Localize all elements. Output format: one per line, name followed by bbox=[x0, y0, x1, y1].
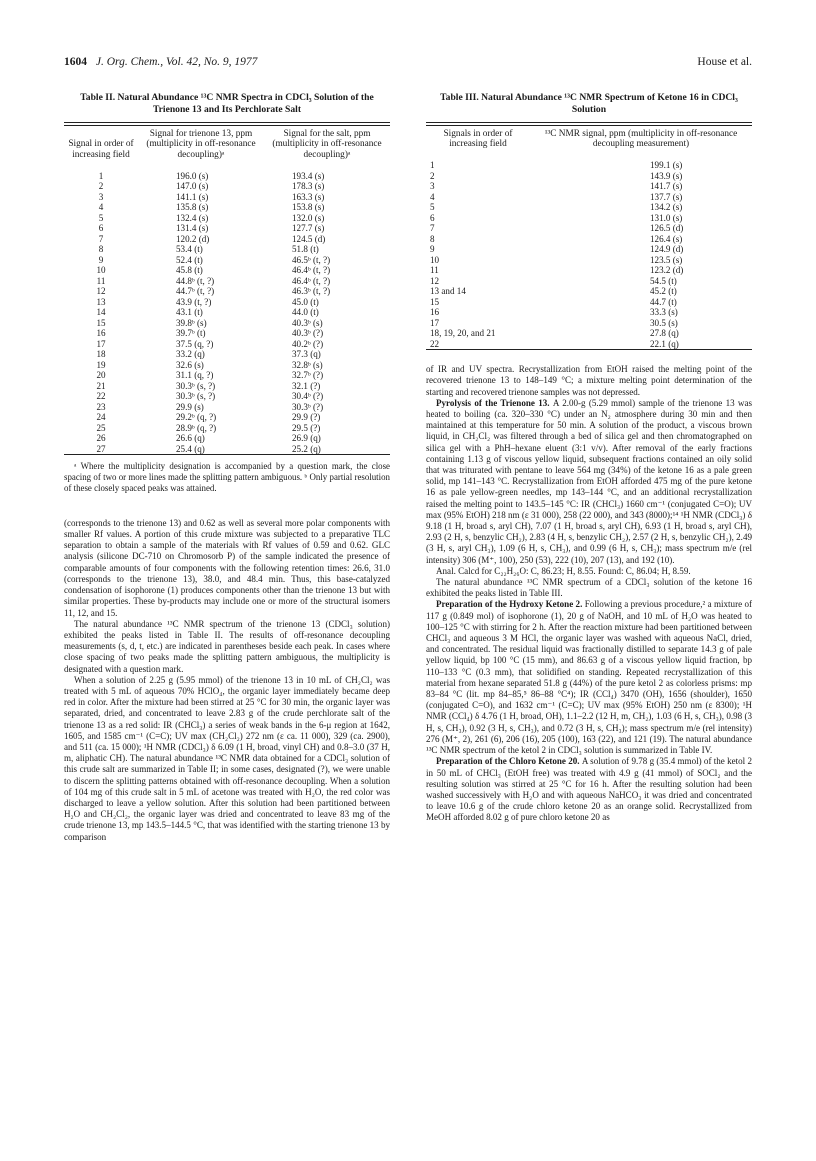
table-row bbox=[64, 412, 390, 423]
table-row bbox=[64, 223, 390, 234]
trienone-signal-cell: 196.0 (s) bbox=[176, 170, 209, 181]
signal-order-cell: 24 bbox=[96, 412, 106, 423]
signal-order-cell: 23 bbox=[96, 401, 106, 412]
signal-order-cell: 19 bbox=[96, 359, 106, 370]
table-row bbox=[64, 255, 390, 266]
signal-order-cell: 21 bbox=[96, 380, 106, 391]
signal-order-cell: 14 bbox=[96, 307, 106, 318]
salt-signal-cell: 40.3ᵇ (s) bbox=[292, 317, 323, 328]
salt-signal-cell: 30.3ᵇ (?) bbox=[292, 401, 324, 412]
signal-order-cell: 1 bbox=[98, 170, 104, 181]
right-body-text bbox=[426, 364, 752, 823]
table2 bbox=[64, 126, 390, 455]
signal-order-cell: 15 bbox=[96, 317, 106, 328]
signal-order-cell: 16 bbox=[96, 328, 106, 339]
signal-order-cell: 18, 19, 20, and 21 bbox=[430, 328, 496, 339]
ketone-signal-cell: 44.7 (t) bbox=[650, 296, 677, 307]
table-row bbox=[426, 223, 752, 234]
salt-signal-cell: 29.5 (?) bbox=[292, 422, 321, 433]
table2-header-cell: Signal in order of increasing field bbox=[68, 139, 134, 161]
trienone-signal-cell: 45.8 (t) bbox=[176, 265, 203, 276]
signal-order-cell: 10 bbox=[96, 265, 106, 276]
signal-order-cell: 10 bbox=[430, 254, 440, 265]
table-row bbox=[426, 297, 752, 308]
salt-signal-cell: 32.8ᵇ (s) bbox=[292, 359, 323, 370]
body-paragraph: (corresponds to the trienone 13) and 0.62 as well as several more polar components with smaller Rf values. A portion of this crude mixture was subjected to a preparative TLC separation to obtain a sample of the materials with Rf values of 0.59 and 0.62. GLC analysis (silicone DC-710 on Chromosorb P) of the sample indicated the presence of comparable amounts of four components with the following retention times: 26.6, 31.0 (corresponds to the trienone 13), 38.0, and 48.4 min. Thus, this base-catalyzed condensation of isophorone (1) produces components other than the trienone 13 but with similar properties. These by-products may include one or more of the structural isomers 11, 12, and 15. bbox=[64, 517, 390, 618]
salt-signal-cell: 29.9 (?) bbox=[292, 412, 321, 423]
trienone-signal-cell: 28.9ᵇ (q, ?) bbox=[176, 422, 217, 433]
signal-order-cell: 11 bbox=[96, 275, 106, 286]
signal-order-cell: 13 bbox=[96, 296, 106, 307]
trienone-signal-cell: 132.4 (s) bbox=[176, 212, 209, 223]
signal-order-cell: 8 bbox=[98, 244, 104, 255]
trienone-signal-cell: 135.8 (s) bbox=[176, 202, 209, 213]
table3-header-row bbox=[426, 126, 752, 155]
signal-order-cell: 16 bbox=[430, 307, 440, 318]
signal-order-cell: 18 bbox=[96, 349, 106, 360]
signal-order-cell: 26 bbox=[96, 433, 106, 444]
table-row bbox=[64, 202, 390, 213]
ketone-signal-cell: 54.5 (t) bbox=[650, 275, 677, 286]
section-heading: Preparation of the Chloro Ketone 20. bbox=[436, 756, 582, 767]
signal-order-cell: 3 bbox=[98, 191, 104, 202]
table-row bbox=[64, 423, 390, 434]
signal-order-cell: 6 bbox=[430, 212, 435, 223]
table-row bbox=[426, 181, 752, 192]
table-row bbox=[64, 234, 390, 245]
signal-order-cell: 8 bbox=[430, 233, 435, 244]
signal-order-cell: 22 bbox=[96, 391, 106, 402]
ketone-signal-cell: 123.5 (s) bbox=[650, 254, 683, 265]
trienone-signal-cell: 131.4 (s) bbox=[176, 223, 209, 234]
ketone-signal-cell: 124.9 (d) bbox=[650, 244, 684, 255]
salt-signal-cell: 32.7ᵇ (?) bbox=[292, 370, 324, 381]
ketone-signal-cell: 30.5 (s) bbox=[650, 317, 678, 328]
signal-order-cell: 6 bbox=[98, 223, 104, 234]
table-row bbox=[426, 213, 752, 224]
body-paragraph: Pyrolysis of the Trienone 13. A 2.00-g (5.29 mmol) sample of the trienone 13 was heated to boiling (ca. 320–330 °C) under an N₂ atmosphere during 30 min and then maintained at this temperature for 50 min. A solution of the product, a viscous brown liquid, in CH₂Cl₂ was filtered through a bed of silica gel and then chromatographed on silica gel with a PhH–hexane eluent (3:1 v/v). After removal of the early fractions containing 1.13 g of viscous yellow liquid, subsequent fractions contained an oily solid that was triturated with pentane to leave 564 mg (34%) of the ketone 16 as a pale green solid, mp 141–143 °C. Recrystallization from EtOH afforded 475 mg of the pure ketone 16 as pale yellow-green needles, mp 143–144 °C, and an additional recrystallization raised the melting point to 143.5–145 °C: IR (CHCl₃) 1660 cm⁻¹ (conjugated C=O); UV max (95% EtOH) 218 nm (ε 31 000), 258 (22 000), and 343 (8000);¹⁴ ¹H NMR (CDCl₃) δ 9.18 (1 H, broad s, aryl CH), 7.07 (1 H, broad s, aryl CH), 6.93 (1 H, broad s, aryl CH), 2.93 (2 H, s, benzylic CH₂), 2.83 (4 H, s, benzylic CH₂), 2.57 (2 H, s, benzylic CH₂), 2.49 (3 H, s, aryl CH₃), 1.09 (6 H, s, CH₃), and 0.99 (6 H, s, CH₃); mass spectrum m/e (rel intensity) 306 (M⁺, 100), 250 (53), 222 (10), 207 (13), and 192 (10). bbox=[426, 397, 753, 565]
authors: House et al. bbox=[697, 56, 752, 68]
table2-header-row bbox=[64, 126, 390, 165]
ketone-signal-cell: 131.0 (s) bbox=[650, 212, 683, 223]
signal-order-cell: 9 bbox=[430, 244, 435, 255]
signal-order-cell: 25 bbox=[96, 422, 106, 433]
salt-signal-cell: 163.3 (s) bbox=[292, 191, 325, 202]
trienone-signal-cell: 31.1 (q, ?) bbox=[176, 370, 214, 381]
table2-bottom-rule bbox=[64, 454, 390, 455]
trienone-signal-cell: 33.2 (q) bbox=[176, 349, 205, 360]
signal-order-cell: 12 bbox=[430, 275, 440, 286]
body-paragraph: When a solution of 2.25 g (5.95 mmol) of the trienone 13 in 10 mL of CH₂Cl₂ was treated with 5 mL of aqueous 70% HClO₄, the organic layer immediately became deep red in color. After the mixture had been stirred at 25 °C for 30 min, the organic layer was separated, dried, and concentrated to leave 2.83 g of the crude perchlorate salt of the trienone 13 as a red solid: IR (CHCl₃) a series of weak bands in the 6-μ region at 1642, 1605, and 1585 cm⁻¹ (C=C); UV max (CH₂Cl₂) 272 nm (ε ca. 11 000), 329 (ca. 2900), and 511 (ca. 15 000); ¹H NMR (CDCl₃) δ 6.09 (1 H, broad, vinyl CH) and 0.8–3.0 (37 H, m, aliphatic CH). The natural abundance ¹³C NMR data obtained for a CDCl₃ solution of this crude salt are summarized in Table II; in some cases, designated (?), we were unable to discern the splitting patterns obtained with off-resonance decoupling. When a solution of 104 mg of this crude salt in 5 mL of acetone was treated with H₂O, the red color was discharged to leave a yellow solution. After this solution had been partitioned between H₂O and CH₂Cl₂, the organic layer was dried and concentrated to leave 83 mg of the crude trienone 13, mp 143.5–144.5 °C, that was identified with the starting trienone 13 by comparison bbox=[64, 674, 390, 842]
signal-order-cell: 5 bbox=[430, 202, 435, 213]
salt-signal-cell: 40.2ᵇ (?) bbox=[292, 338, 324, 349]
trienone-signal-cell: 29.9 (s) bbox=[176, 401, 204, 412]
signal-order-cell: 1 bbox=[430, 160, 435, 171]
salt-signal-cell: 51.8 (t) bbox=[292, 244, 319, 255]
salt-signal-cell: 153.8 (s) bbox=[292, 202, 325, 213]
trienone-signal-cell: 25.4 (q) bbox=[176, 443, 205, 454]
salt-signal-cell: 25.2 (q) bbox=[292, 443, 321, 454]
ketone-signal-cell: 143.9 (s) bbox=[650, 170, 683, 181]
signal-order-cell: 11 bbox=[430, 265, 439, 276]
table3-body bbox=[426, 154, 752, 349]
trienone-signal-cell: 39.7ᵇ (t) bbox=[176, 328, 206, 339]
trienone-signal-cell: 52.4 (t) bbox=[176, 254, 203, 265]
table-row bbox=[426, 339, 752, 350]
table-row bbox=[64, 165, 390, 182]
table-row bbox=[64, 391, 390, 402]
ketone-signal-cell: 126.5 (d) bbox=[650, 223, 684, 234]
table-row bbox=[64, 286, 390, 297]
table-row bbox=[64, 213, 390, 224]
running-head bbox=[64, 56, 257, 68]
right-column bbox=[426, 92, 752, 824]
ketone-signal-cell: 27.8 (q) bbox=[650, 328, 679, 339]
table-row bbox=[64, 339, 390, 350]
table-row bbox=[64, 181, 390, 192]
table-row bbox=[426, 171, 752, 182]
trienone-signal-cell: 53.4 (t) bbox=[176, 244, 203, 255]
signal-order-cell: 2 bbox=[98, 181, 104, 192]
trienone-signal-cell: 44.7ᵇ (t, ?) bbox=[176, 286, 215, 297]
salt-signal-cell: 40.3ᵇ (?) bbox=[292, 328, 324, 339]
ketone-signal-cell: 123.2 (d) bbox=[650, 265, 684, 276]
section-heading: Preparation of the Hydroxy Ketone 2. bbox=[436, 599, 585, 610]
trienone-signal-cell: 32.6 (s) bbox=[176, 359, 204, 370]
salt-signal-cell: 45.0 (t) bbox=[292, 296, 319, 307]
ketone-signal-cell: 141.7 (s) bbox=[650, 181, 683, 192]
table-row bbox=[426, 234, 752, 245]
signal-order-cell: 7 bbox=[430, 223, 435, 234]
ketone-signal-cell: 199.1 (s) bbox=[650, 160, 683, 171]
salt-signal-cell: 46.4ᵇ (t, ?) bbox=[292, 275, 331, 286]
trienone-signal-cell: 120.2 (d) bbox=[176, 233, 210, 244]
signal-order-cell: 17 bbox=[96, 338, 106, 349]
salt-signal-cell: 37.3 (q) bbox=[292, 349, 321, 360]
table3-header-cell: Signals in order of increasing field bbox=[443, 128, 513, 150]
signal-order-cell: 2 bbox=[430, 170, 435, 181]
table-row bbox=[64, 444, 390, 455]
ketone-signal-cell: 137.7 (s) bbox=[650, 191, 683, 202]
trienone-signal-cell: 141.1 (s) bbox=[176, 191, 209, 202]
table-row bbox=[64, 265, 390, 276]
table2-header-cell: Signal for trienone 13, ppm (multiplicity in off-resonance decoupling)ᵃ bbox=[146, 128, 256, 161]
table-row bbox=[426, 265, 752, 276]
salt-signal-cell: 178.3 (s) bbox=[292, 181, 325, 192]
signal-order-cell: 7 bbox=[98, 233, 104, 244]
section-heading: Pyrolysis of the Trienone 13. bbox=[436, 397, 553, 408]
ketone-signal-cell: 126.4 (s) bbox=[650, 233, 683, 244]
table-row bbox=[426, 318, 752, 329]
table-row bbox=[64, 349, 390, 360]
table-row bbox=[64, 276, 390, 287]
ketone-signal-cell: 22.1 (q) bbox=[650, 338, 679, 349]
salt-signal-cell: 193.4 (s) bbox=[292, 170, 325, 181]
trienone-signal-cell: 30.3ᵇ (s, ?) bbox=[176, 380, 216, 391]
ketone-signal-cell: 45.2 (t) bbox=[650, 286, 677, 297]
table-row bbox=[426, 255, 752, 266]
table-row bbox=[426, 286, 752, 297]
trienone-signal-cell: 30.3ᵇ (s, ?) bbox=[176, 391, 216, 402]
table-row bbox=[426, 154, 752, 171]
table-row bbox=[64, 381, 390, 392]
table-row bbox=[426, 328, 752, 339]
salt-signal-cell: 30.4ᵇ (?) bbox=[292, 391, 324, 402]
salt-signal-cell: 44.0 (t) bbox=[292, 307, 319, 318]
trienone-signal-cell: 43.1 (t) bbox=[176, 307, 203, 318]
salt-signal-cell: 46.4ᵇ (t, ?) bbox=[292, 265, 331, 276]
body-paragraph: The natural abundance ¹³C NMR spectrum of a CDCl₃ solution of the ketone 16 exhibited the peaks listed in Table III. bbox=[426, 577, 752, 599]
page-header bbox=[64, 56, 752, 72]
table-row bbox=[426, 202, 752, 213]
body-paragraph: The natural abundance ¹³C NMR spectrum of the trienone 13 (CDCl₃ solution) exhibited the peaks listed in Table II. The results of off-resonance decoupling measurements (s, d, t, etc.) are indicated in parentheses beside each peak. In cases where close spacing of two peaks made the splitting pattern ambiguous, the multiplicity is designated with a question mark. bbox=[64, 618, 390, 674]
table-row bbox=[64, 402, 390, 413]
salt-signal-cell: 127.7 (s) bbox=[292, 223, 325, 234]
table-row bbox=[64, 328, 390, 339]
salt-signal-cell: 46.5ᵇ (t, ?) bbox=[292, 254, 331, 265]
signal-order-cell: 5 bbox=[98, 212, 104, 223]
signal-order-cell: 17 bbox=[430, 317, 440, 328]
table-row bbox=[64, 370, 390, 381]
table-row bbox=[64, 360, 390, 371]
table-row bbox=[64, 297, 390, 308]
trienone-signal-cell: 43.9 (t, ?) bbox=[176, 296, 212, 307]
signal-order-cell: 13 and 14 bbox=[430, 286, 466, 297]
journal-citation: J. Org. Chem., Vol. 42, No. 9, 1977 bbox=[95, 56, 258, 68]
table-row bbox=[426, 244, 752, 255]
table-row bbox=[64, 433, 390, 444]
table-row bbox=[64, 318, 390, 329]
signal-order-cell: 22 bbox=[430, 338, 440, 349]
table3 bbox=[426, 126, 752, 350]
table2-footnote: ᵃ Where the multiplicity designation is accompanied by a question mark, the close spacing of two or more lines made the splitting pattern ambiguous. ᵇ Only partial resolution of these closely spaced peaks was attained. bbox=[64, 461, 390, 494]
signal-order-cell: 20 bbox=[96, 370, 106, 381]
salt-signal-cell: 132.0 (s) bbox=[292, 212, 325, 223]
table-row bbox=[64, 307, 390, 318]
salt-signal-cell: 124.5 (d) bbox=[292, 233, 326, 244]
table-row bbox=[426, 307, 752, 318]
ketone-signal-cell: 134.2 (s) bbox=[650, 202, 683, 213]
trienone-signal-cell: 37.5 (q, ?) bbox=[176, 338, 214, 349]
body-paragraph: Preparation of the Hydroxy Ketone 2. Following a previous procedure,² a mixture of 117 g (0.849 mol) of isophorone (1), 20 g of NaOH, and 10 mL of H₂O was heated to 100–125 °C with stirring for 2 h. After the reaction mixture had been partitioned between CHCl₃ and aqueous 3 M HCl, the organic layer was washed with aqueous NaCl, dried, and concentrated. The residual liquid was fractionally distilled to separate 14.3 g of pale yellow liquid, bp 100 °C (15 mm), and 86.63 g of a viscous yellow liquid fraction, bp 110–133 °C (0.3 mm), that solidified on standing. Repeated recrystallization of this material from hexane separated 51.8 g (44%) of the pure ketol 2 as colorless prisms: mp 83–84 °C (lit. mp 84–85,⁵ 86–88 °C⁴); IR (CCl₄) 3470 (OH), 1656 (shoulder), 1650 (conjugated C=O), and 1632 cm⁻¹ (C=C); UV max (95% EtOH) 250 nm (ε 8300); ¹H NMR (CCl₄) δ 4.76 (1 H, broad, OH), 1.1–2.2 (12 H, m, CH₂), 1.03 (6 H, s, CH₃), 0.98 (3 H, s, CH₃), 0.92 (3 H, s, CH₃), and 0.72 (3 H, s, CH₃); mass spectrum m/e (rel intensity) 276 (M⁺, 2), 261 (6), 206 (16), 205 (100), 163 (22), and 121 (19). The natural abundance ¹³C NMR spectrum of the ketol 2 in CDCl₃ solution is summarized in Table IV. bbox=[426, 599, 752, 756]
body-paragraph: Preparation of the Chloro Ketone 20. A solution of 9.78 g (35.4 mmol) of the ketol 2 in 50 mL of CHCl₃ (EtOH free) was treated with 4.9 g (41 mmol) of SOCl₂ and the resulting solution was stirred at 25 °C for 16 h. After the resulting solution had been washed successively with H₂O and with aqueous NaHCO₃ it was dried and concentrated to leave 10.6 g of the crude chloro ketone 20 as an orange solid. Recrystallized from MeOH afforded 8.02 g of pure chloro ketone 20 as bbox=[426, 756, 753, 823]
table3-header-cell: ¹³C NMR signal, ppm (multiplicity in off-resonance decoupling measurement) bbox=[544, 128, 738, 150]
table2-body bbox=[64, 165, 390, 455]
table-row bbox=[426, 192, 752, 203]
table2-caption: Table II. Natural Abundance ¹³C NMR Spectra in CDCl₃ Solution of the Trienone 13 and Its Perchlorate Salt bbox=[80, 92, 374, 115]
trienone-signal-cell: 147.0 (s) bbox=[176, 181, 209, 192]
body-paragraph: of IR and UV spectra. Recrystallization from EtOH raised the melting point of the recovered trienone 13 to 148–149 °C; a mixture melting point determination of the starting and recovered trienone samples was not depressed. bbox=[426, 364, 752, 397]
table-row bbox=[64, 244, 390, 255]
trienone-signal-cell: 44.8ᵇ (t, ?) bbox=[176, 275, 215, 286]
signal-order-cell: 3 bbox=[430, 181, 435, 192]
signal-order-cell: 4 bbox=[98, 202, 104, 213]
salt-signal-cell: 46.3ᵇ (t, ?) bbox=[292, 286, 331, 297]
salt-signal-cell: 26.9 (q) bbox=[292, 433, 321, 444]
signal-order-cell: 9 bbox=[98, 254, 104, 265]
signal-order-cell: 15 bbox=[430, 296, 440, 307]
signal-order-cell: 4 bbox=[430, 191, 435, 202]
table3-caption: Table III. Natural Abundance ¹³C NMR Spectrum of Ketone 16 in CDCl₃ Solution bbox=[440, 92, 738, 115]
signal-order-cell: 27 bbox=[96, 443, 106, 454]
table-row bbox=[64, 192, 390, 203]
table2-header-cell: Signal for the salt, ppm (multiplicity in off-resonance decoupling)ᵃ bbox=[272, 128, 382, 161]
page-number: 1604 bbox=[64, 56, 87, 68]
ketone-signal-cell: 33.3 (s) bbox=[650, 307, 678, 318]
salt-signal-cell: 32.1 (?) bbox=[292, 380, 321, 391]
left-body-text bbox=[64, 518, 390, 843]
left-column bbox=[64, 92, 390, 843]
signal-order-cell: 12 bbox=[96, 286, 106, 297]
trienone-signal-cell: 26.6 (q) bbox=[176, 433, 205, 444]
table-row bbox=[426, 276, 752, 287]
trienone-signal-cell: 39.8ᵇ (s) bbox=[176, 317, 207, 328]
trienone-signal-cell: 29.2ᵇ (q, ?) bbox=[176, 412, 217, 423]
body-paragraph: Anal. Calcd for C₂₂H₂₆O: C, 86.23; H, 8.55. Found: C, 86.04; H, 8.59. bbox=[436, 565, 691, 576]
